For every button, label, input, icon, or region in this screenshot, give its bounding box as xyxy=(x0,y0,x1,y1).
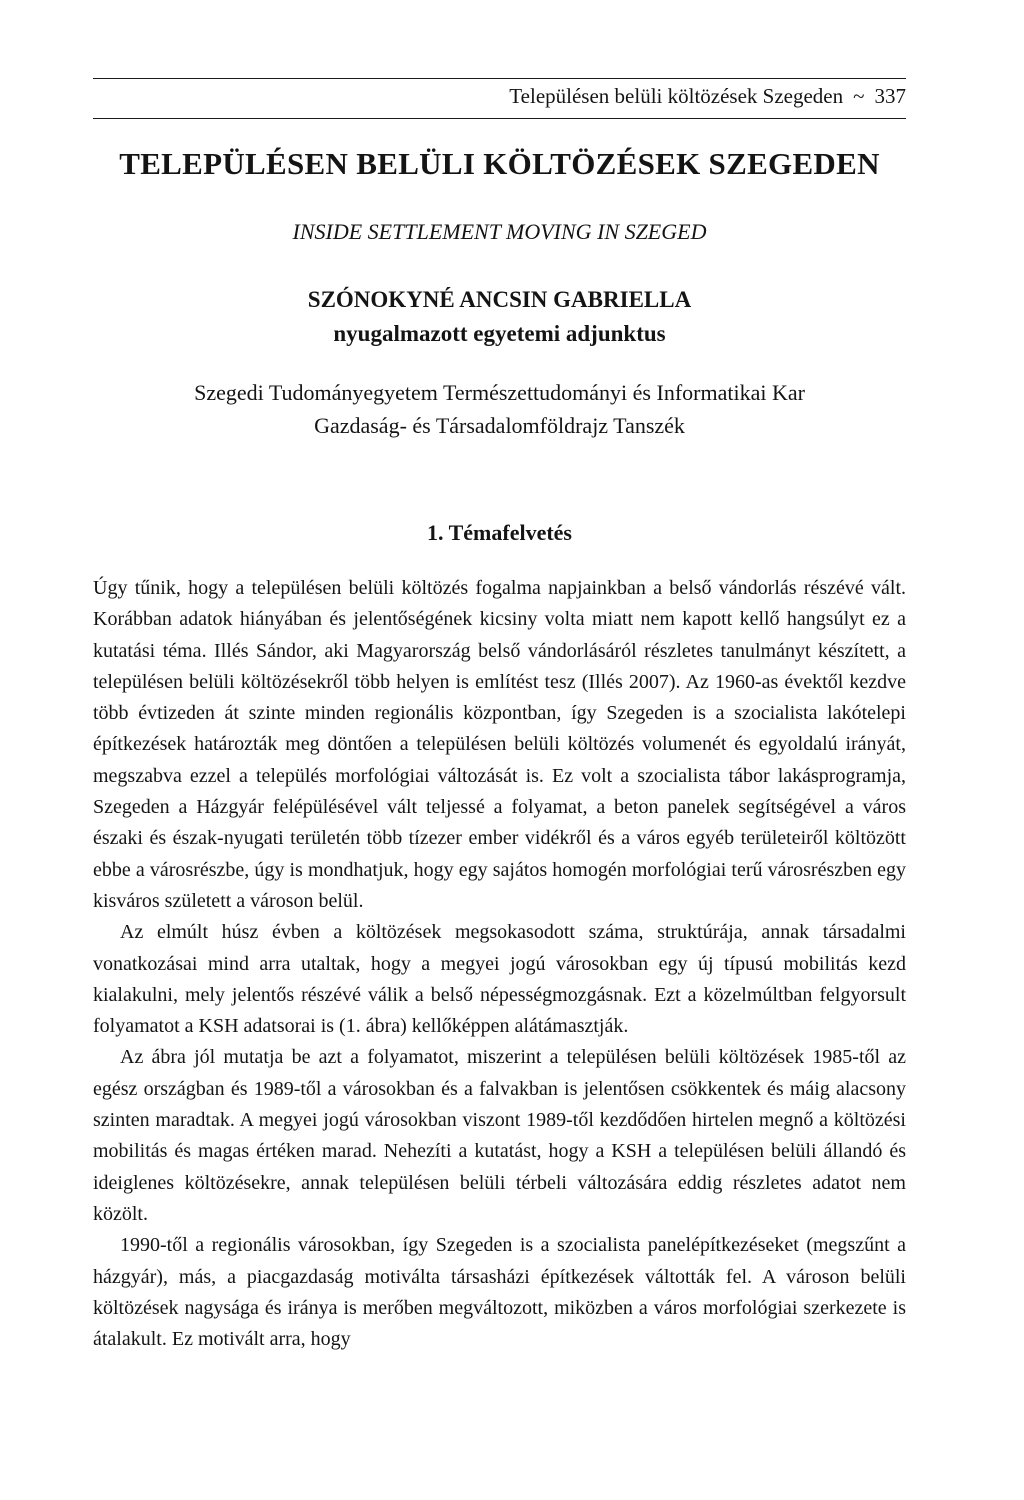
page-number: 337 xyxy=(874,84,906,108)
body-paragraph: 1990-től a regionális városokban, így Szegeden is a szocialista panelépítkezéseket (megszűnt a házgyár), más, a piacgazdaság motiválta társasházi építkezések váltották fel. A városon belüli költözések nagysága és iránya is merőben megváltozott, miközben a város morfológiai szerkezete is átalakult. Ez motivált arra, hogy xyxy=(93,1234,906,1351)
body-paragraph: Úgy tűnik, hogy a településen belüli költözés fogalma napjainkban a belső vándorlás részévé vált. Korábban adatok hiányában és jelentőségének kicsiny volta miatt nem kapott kellő hangsúlyt ez a kutatási téma. Illés Sándor, aki Magyarország belső vándorlásáról részletes tanulmányt készített, a településen belüli költözésekről több helyen is említést tesz (Illés 2007). Az 1960-as évektől kezdve több évtizeden át szinte minden regionális központban, így Szegeden is a szocialista lakótelepi építkezések határozták meg döntően a településen belüli költözés volumenét és egyoldalú irányát, megszabva ezzel a település morfológiai változását is. Ez volt a szocialista tábor lakásprogramja, Szegeden a Házgyár felépülésével vált teljessé a folyamat, a beton panelek segítségével a város északi és észak-nyugati területén több tízezer ember vidékről és a város egyéb területeiről költözött ebbe a városrészbe, úgy is mondhatjuk, hogy egy sajátos homogén morfológiai terű városrészben egy kisváros született a városon belül. xyxy=(93,577,906,912)
author-name: SZÓNOKYNÉ ANCSIN GABRIELLA xyxy=(307,287,692,312)
paper-page xyxy=(93,0,906,1500)
section-body xyxy=(93,573,906,1355)
header-top-rule xyxy=(93,78,906,79)
affiliation-university: Szegedi Tudományegyetem Természettudományi és Informatikai Kar xyxy=(194,380,805,405)
author-position: nyugalmazott egyetemi adjunktus xyxy=(333,321,666,346)
running-head-separator: ~ xyxy=(853,84,865,108)
body-paragraph: Az elmúlt húsz évben a költözések megsokasodott száma, struktúrája, annak társadalmi vonatkozásai mind arra utaltak, hogy a megyei jogú városokban egy új típusú mobilitás kezd kialakulni, mely jelentős részévé válik a belső népességmozgásnak. Ezt a közelmúltban felgyorsult folyamatot a KSH adatsorai is (1. ábra) kellőképpen alátámasztják. xyxy=(93,921,906,1038)
running-head-line xyxy=(509,86,906,107)
affiliation-department: Gazdaság- és Társadalomföldrajz Tanszék xyxy=(314,413,685,438)
header-bottom-rule xyxy=(93,118,906,119)
article-title: TELEPÜLÉSEN BELÜLI KÖLTÖZÉSEK SZEGEDEN xyxy=(119,146,880,181)
section-heading: 1. Témafelvetés xyxy=(427,520,572,545)
article-subtitle-english: INSIDE SETTLEMENT MOVING IN SZEGED xyxy=(292,219,707,244)
running-title: Településen belüli költözések Szegeden xyxy=(509,84,844,108)
running-header xyxy=(93,78,906,120)
body-paragraph: Az ábra jól mutatja be azt a folyamatot, miszerint a településen belüli költözések 1985-től az egész országban és 1989-től a városokban és a falvakban is jelentősen csökkentek és máig alacsony szinten maradtak. A megyei jogú városokban viszont 1989-től kezdődően hirtelen megnő a költözési mobilitás és magas értéken marad. Nehezíti a kutatást, hogy a KSH a településen belüli állandó és ideiglenes költözésekre, annak településen belüli térbeli változására eddig részletes adatot nem közölt. xyxy=(93,1046,906,1225)
